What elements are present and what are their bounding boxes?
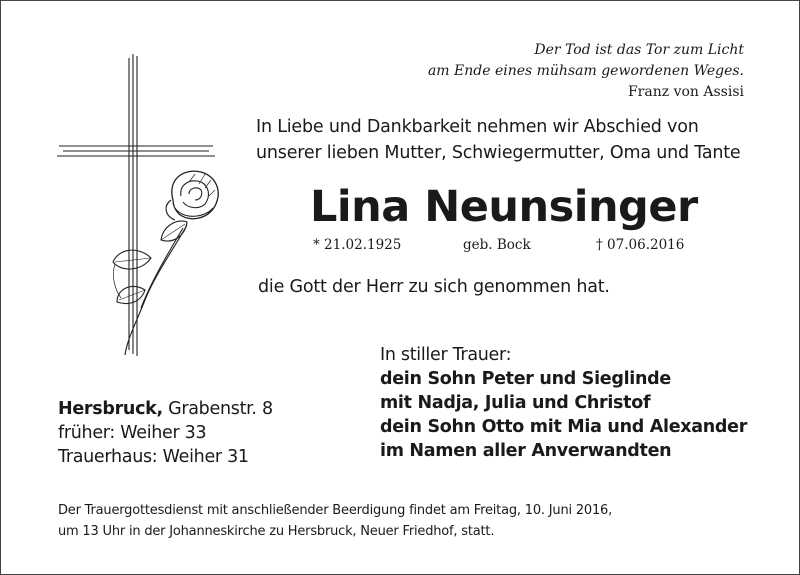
closing-line: die Gott der Herr zu sich genommen hat.	[258, 277, 610, 297]
mourner-line: mit Nadja, Julia und Christof	[380, 393, 651, 413]
quote-block	[428, 40, 744, 103]
address-mourning-house: Trauerhaus: Weiher 31	[58, 447, 249, 467]
intro-line-2: unserer lieben Mutter, Schwiegermutter, Oma und Tante	[256, 143, 741, 163]
address-block	[58, 397, 273, 469]
deceased-name: Lina Neunsinger	[310, 182, 698, 232]
mourners-heading: In stiller Trauer:	[380, 345, 512, 365]
address-town: Hersbruck,	[58, 399, 163, 419]
address-street: Grabenstr. 8	[162, 399, 273, 419]
maiden-name: geb. Bock	[463, 237, 531, 253]
service-line-1: Der Trauergottesdienst mit anschließender Beerdigung findet am Freitag, 10. Juni 2016,	[58, 503, 613, 518]
intro-text	[256, 114, 741, 166]
quote-author: Franz von Assisi	[627, 84, 744, 100]
intro-line-1: In Liebe und Dankbarkeit nehmen wir Abschied von	[256, 117, 699, 137]
death-date: † 07.06.2016	[596, 237, 685, 253]
service-info	[58, 500, 612, 542]
address-line-1	[58, 397, 273, 421]
mourner-line: dein Sohn Otto mit Mia und Alexander	[380, 417, 748, 437]
mourner-line: dein Sohn Peter und Sieglinde	[380, 369, 671, 389]
quote-line-1: Der Tod ist das Tor zum Licht	[534, 42, 744, 58]
cross-with-rose-icon	[55, 50, 230, 360]
service-line-2: um 13 Uhr in der Johanneskirche zu Hersbruck, Neuer Friedhof, statt.	[58, 524, 495, 539]
mourner-line: im Namen aller Anverwandten	[380, 441, 672, 461]
quote-line-2: am Ende eines mühsam gewordenen Weges.	[427, 63, 744, 79]
birth-date: * 21.02.1925	[313, 237, 402, 253]
mourners-block	[380, 343, 747, 463]
address-former: früher: Weiher 33	[58, 423, 207, 443]
